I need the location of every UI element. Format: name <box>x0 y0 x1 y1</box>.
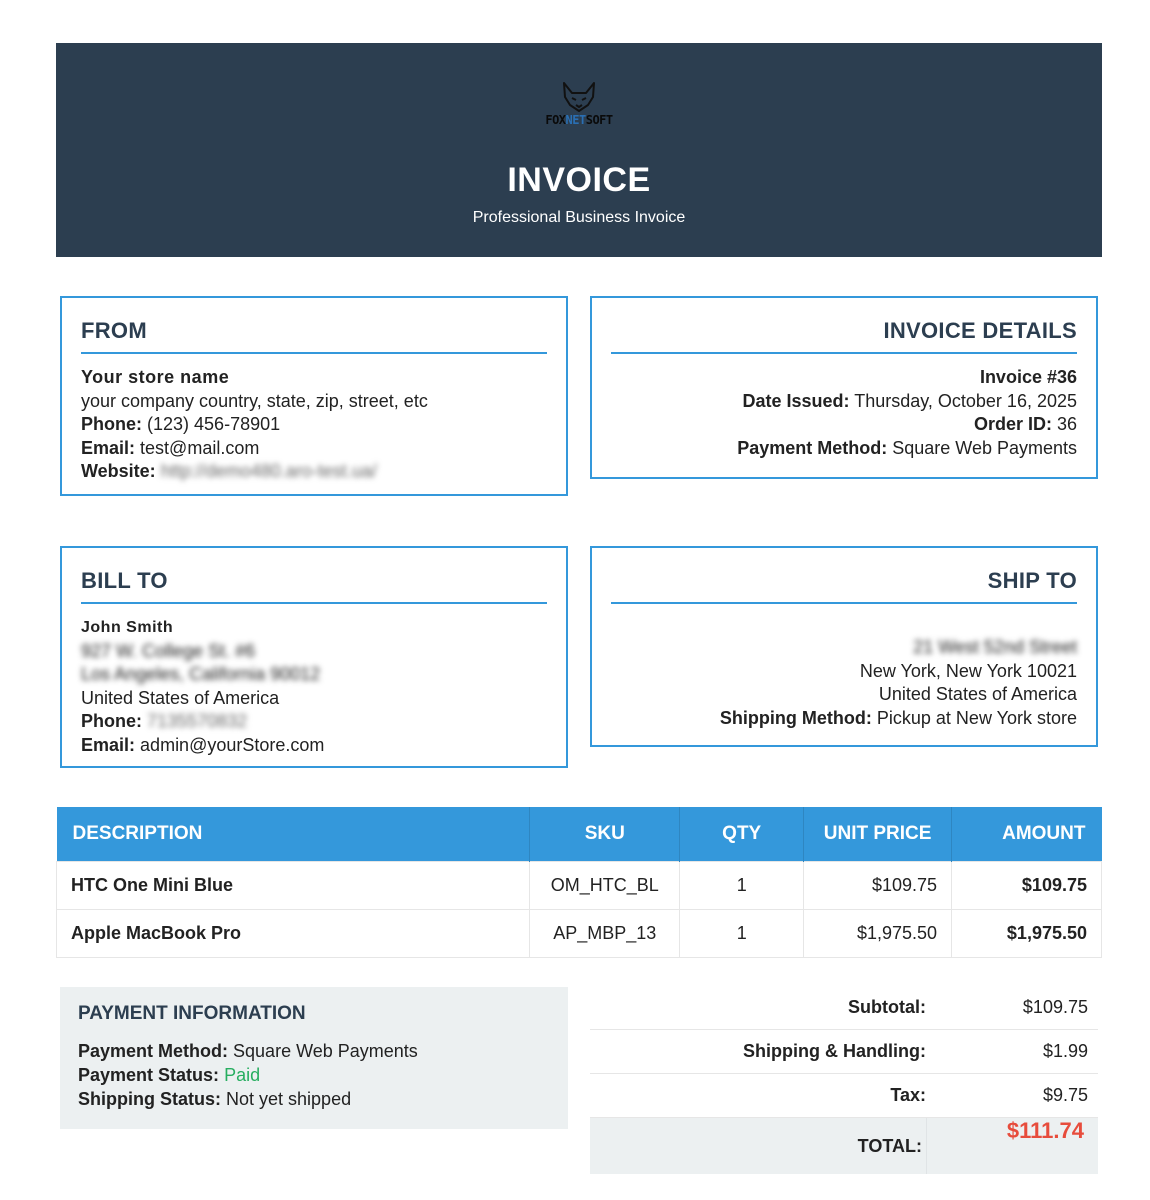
subtotal-value: $109.75 <box>1022 997 1088 1017</box>
shipping-label: Shipping & Handling: <box>743 1041 926 1061</box>
table-row <box>57 861 1102 909</box>
company-logo <box>56 81 1102 133</box>
invoice-subtitle: Professional Business Invoice <box>472 209 686 226</box>
payment-status-badge: Paid <box>224 1065 261 1085</box>
invoice-number: Invoice #36 <box>979 367 1077 387</box>
tax-value: $9.75 <box>1042 1085 1088 1105</box>
column-header-sku: SKU <box>530 807 680 861</box>
order-id: Order ID: 36 <box>973 414 1077 434</box>
payment-information-section <box>60 987 568 1129</box>
customer-street: 927 W. College St. #6 <box>81 640 256 661</box>
from-section <box>60 296 568 496</box>
customer-name: John Smith <box>81 619 174 636</box>
ship-city: New York, New York 10021 <box>859 660 1077 681</box>
store-address: your company country, state, zip, street, etc <box>81 390 428 411</box>
ship-street: 21 West 52nd Street <box>913 637 1077 657</box>
item-sku: OM_HTC_BL <box>530 861 680 909</box>
item-amount: $109.75 <box>952 861 1102 909</box>
subtotal-label: Subtotal: <box>848 997 926 1017</box>
bill-to-section <box>60 546 568 768</box>
date-issued: Date Issued: Thursday, October 16, 2025 <box>742 390 1077 411</box>
totals-section <box>590 986 1098 1174</box>
column-header-description: DESCRIPTION <box>57 807 530 861</box>
tax-row <box>590 1074 1098 1118</box>
item-unit-price: $1,975.50 <box>804 909 952 957</box>
item-qty: 1 <box>680 909 804 957</box>
item-qty: 1 <box>680 861 804 909</box>
customer-city: Los Angeles, California 90012 <box>81 664 321 684</box>
column-header-unit-price: UNIT PRICE <box>804 807 952 861</box>
payment-method: Payment Method: Square Web Payments <box>737 437 1077 458</box>
store-name: Your store name <box>81 367 230 387</box>
logo-wordmark: FOXNETSOFT <box>545 113 613 127</box>
column-header-amount: AMOUNT <box>952 807 1102 861</box>
store-website: Website: http://demo480.aro-test.ua/ <box>81 461 377 481</box>
item-amount: $1,975.50 <box>952 909 1102 957</box>
line-items-table <box>56 807 1102 958</box>
ship-to-section <box>590 546 1098 747</box>
item-description: Apple MacBook Pro <box>57 909 530 957</box>
store-phone: Phone: (123) 456-78901 <box>81 414 281 434</box>
customer-country: United States of America <box>81 687 280 708</box>
subtotal-row <box>590 986 1098 1030</box>
item-description: HTC One Mini Blue <box>57 861 530 909</box>
shipping-row <box>590 1030 1098 1074</box>
invoice-details-section <box>590 296 1098 479</box>
store-email: Email: test@mail.com <box>81 437 260 458</box>
fox-icon <box>560 81 598 113</box>
customer-email: Email: admin@yourStore.com <box>81 734 325 755</box>
shipping-value: $1.99 <box>1042 1041 1088 1061</box>
item-sku: AP_MBP_13 <box>530 909 680 957</box>
ship-to-heading: SHIP TO <box>611 568 1077 604</box>
table-header-row <box>57 807 1102 861</box>
item-unit-price: $109.75 <box>804 861 952 909</box>
table-row <box>57 909 1102 957</box>
payment-status-line: Payment Status: Paid <box>78 1065 261 1085</box>
invoice-title: INVOICE <box>507 161 651 199</box>
bill-to-heading: BILL TO <box>81 568 547 604</box>
ship-country: United States of America <box>878 684 1077 704</box>
shipping-method: Shipping Method: Pickup at New York store <box>719 707 1077 728</box>
total-label: TOTAL: <box>857 1135 922 1156</box>
invoice-details-heading: INVOICE DETAILS <box>611 318 1077 354</box>
tax-label: Tax: <box>890 1085 926 1105</box>
invoice-header <box>56 43 1102 257</box>
payment-method-line: Payment Method: Square Web Payments <box>78 1041 418 1061</box>
from-heading: FROM <box>81 318 547 354</box>
total-row <box>590 1118 1098 1174</box>
payment-information-heading: PAYMENT INFORMATION <box>78 1003 306 1024</box>
total-value: $111.74 <box>926 1118 1098 1174</box>
customer-phone: Phone: 7135570832 <box>81 711 248 731</box>
shipping-status-line: Shipping Status: Not yet shipped <box>78 1089 352 1109</box>
column-header-qty: QTY <box>680 807 804 861</box>
